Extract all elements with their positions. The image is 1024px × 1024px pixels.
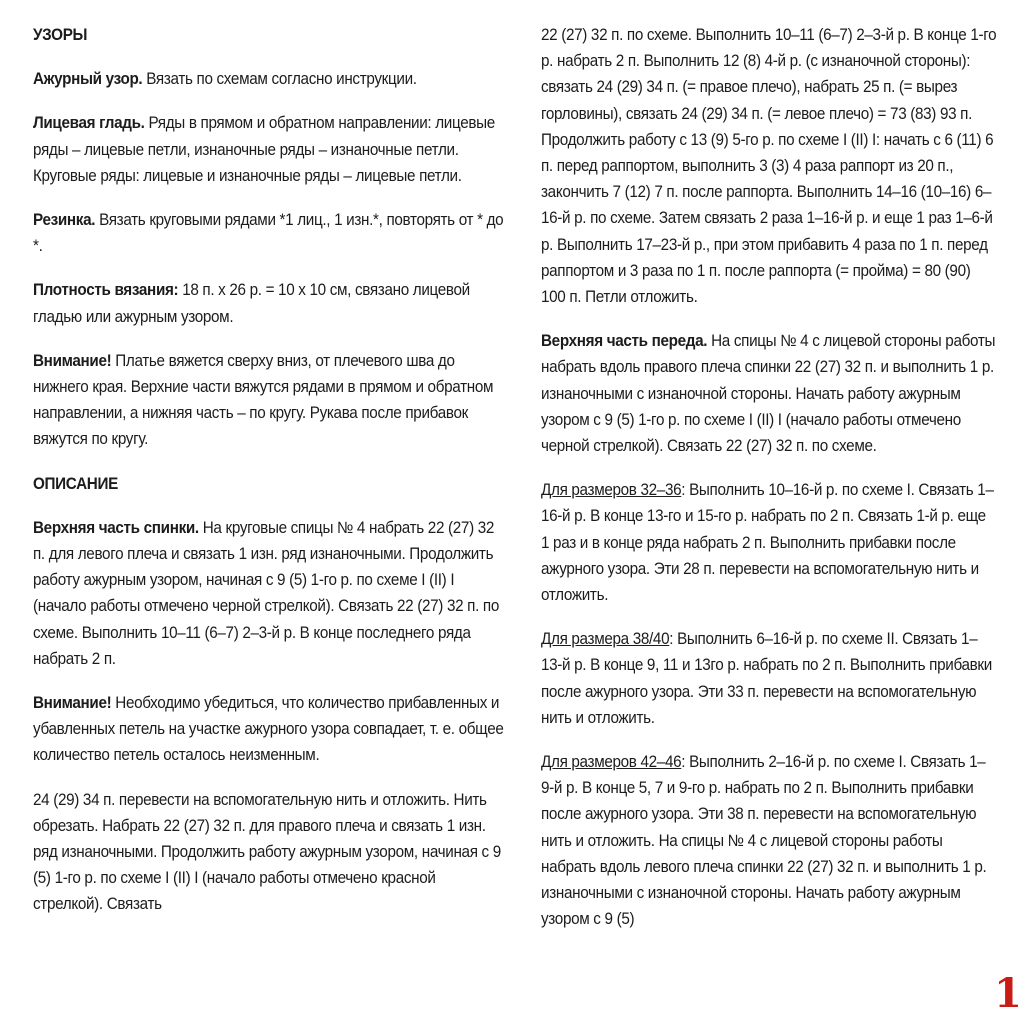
text-size-42-46: : Выполнить 2–16-й р. по схеме I. Связать 1–9-й р. В конце 5, 7 и 9-го р. набрать по 2 п. Выполнить прибавки после ажурного узора. Эти 38 п. перевести на вспомогательную нить и отложить. На спицы № 4 с лицевой стороны работы набрать вдоль левого плеча спинки 22 (27) 32 п. и выполнить 1 р. изнаночными с изнаночной стороны. Начать работу ажурным узором с 9 (5) xyxy=(541,753,987,929)
paragraph-front-upper xyxy=(541,328,997,459)
heading-description: ОПИСАНИЕ xyxy=(33,474,118,493)
paragraph-back-upper xyxy=(33,515,507,672)
paragraph-size-32-36 xyxy=(541,477,997,608)
text-stockinette: Ряды в прямом и обратном направлении: лицевые ряды – лицевые петли, изнаночные ряды – изнаночные петли. Круговые ряды: лицевые и изнаночные ряды – лицевые петли. xyxy=(33,114,495,185)
label-size-42-46: Для размеров 42–46 xyxy=(541,753,682,772)
text-front-upper: На спицы № 4 с лицевой стороны работы набрать вдоль правого плеча спинки 22 (27) 32 п. и выполнить 1 р. изнаночными с изнаночной стороны. Начать работу ажурным узором с 9 (5) 1-го р. по схеме I (II) I (начало работы отмечено черной стрелкой). Связать 22 (27) 32 п. по схеме. xyxy=(541,332,996,456)
text-size-32-36: : Выполнить 10–16-й р. по схеме I. Связать 1–16-й р. В конце 13-го и 15-го р. набрать по 2 п. Связать 1-й р. еще 1 раз и в конце ряда набрать 2 п. Выполнить прибавки после ажурного узора. Эти 28 п. перевести на вспомогательную нить и отложить. xyxy=(541,481,994,605)
heading-patterns: УЗОРЫ xyxy=(33,26,88,44)
label-gauge: Плотность вязания: xyxy=(33,281,179,300)
label-attention-1: Внимание! xyxy=(33,351,112,370)
label-rib: Резинка. xyxy=(33,211,96,230)
label-size-38-40: Для размера 38/40 xyxy=(541,630,670,649)
label-back-upper: Верхняя часть спинки. xyxy=(33,518,199,537)
right-column xyxy=(541,22,997,951)
label-attention-2: Внимание! xyxy=(33,694,112,713)
text-attention-1: Платье вяжется сверху вниз, от плечевого шва до нижнего края. Верхние части вяжутся рядами в прямом и обратном направлении, а нижняя часть – по кругу. Рукава после прибавок вяжутся по кругу. xyxy=(33,351,494,449)
paragraph-attention-2 xyxy=(33,690,507,769)
text-rib: Вязать круговыми рядами *1 лиц., 1 изн.*, повторять от * до *. xyxy=(33,211,504,256)
paragraph-gauge xyxy=(33,277,507,329)
paragraph-rib xyxy=(33,207,507,259)
text-back-upper: На круговые спицы № 4 набрать 22 (27) 32 п. для левого плеча и связать 1 изн. ряд изнаночными. Продолжить работу ажурным узором, начиная с 9 (5) 1-го р. по схеме I (II) I (начало работы отмечено черной стрелкой). Связать 22 (27) 32 п. по схеме. Выполнить 10–11 (6–7) 2–3-й р. В конце последнего ряда набрать 2 п. xyxy=(33,518,500,668)
paragraph-stitches-24: 24 (29) 34 п. перевести на вспомогательную нить и отложить. Нить обрезать. Набрать 22 (27) 32 п. для правого плеча и связать 1 изн. ряд изнаночными. Продолжить работу ажурным узором, начиная с 9 (5) 1-го р. по схеме I (II) I (начало работы отмечено красной стрелкой). Связать xyxy=(33,790,501,914)
text-size-38-40: : Выполнить 6–16-й р. по схеме II. Связать 1–13-й р. В конце 9, 11 и 13го р. набрать по 2 п. Выполнить прибавки после ажурного узора. Эти 33 п. перевести на вспомогательную нить и отложить. xyxy=(541,630,992,727)
text-gauge: 18 п. х 26 р. = 10 х 10 см, связано лицевой гладью или ажурным узором. xyxy=(33,281,470,326)
label-front-upper: Верхняя часть переда. xyxy=(541,332,708,351)
paragraph-size-42-46 xyxy=(541,749,997,932)
paragraph-openwork xyxy=(33,66,507,92)
label-openwork: Ажурный узор. xyxy=(33,70,143,89)
label-stockinette: Лицевая гладь. xyxy=(33,114,145,133)
paragraph-size-38-40 xyxy=(541,626,997,731)
text-openwork: Вязать по схемам согласно инструкции. xyxy=(142,70,417,89)
label-size-32-36: Для размеров 32–36 xyxy=(541,481,682,500)
text-attention-2: Необходимо убедиться, что количество прибавленных и убавленных петель на участке ажурного узора совпадает, т. е. общее количество петель осталось неизменным. xyxy=(33,694,504,765)
paragraph-stockinette xyxy=(33,110,507,189)
paragraph-attention-1 xyxy=(33,348,507,453)
left-column xyxy=(33,22,507,936)
page-number: 1 xyxy=(994,970,1022,1017)
paragraph-continuation: 22 (27) 32 п. по схеме. Выполнить 10–11 (6–7) 2–3-й р. В конце 1-го р. набрать 2 п. Выполнить 12 (8) 4-й р. (с изнаночной стороны): связать 24 (29) 34 п. (= правое плечо), набрать 25 п. (= вырез горловины), связать 24 (29) 34 п. (= левое плечо) = 73 (83) 93 п. Продолжить работу с 13 (9) 5-го р. по схеме I (II) I: начать с 6 (11) 6 п. перед раппортом, выполнить 3 (3) 4 раза раппорт из 20 п., закончить 7 (12) 7 п. после раппорта. Выполнить 14–16 (10–16) 6–16-й р. по схеме. Затем связать 2 раза 1–16-й р. и еще 1 раз 1–6-й р. Выполнить 17–23-й р., при этом прибавить 4 раза по 1 п. перед раппортом и 3 раза по 1 п. после раппорта (= пройма) = 80 (90) 100 п. Петли отложить. xyxy=(541,26,997,307)
